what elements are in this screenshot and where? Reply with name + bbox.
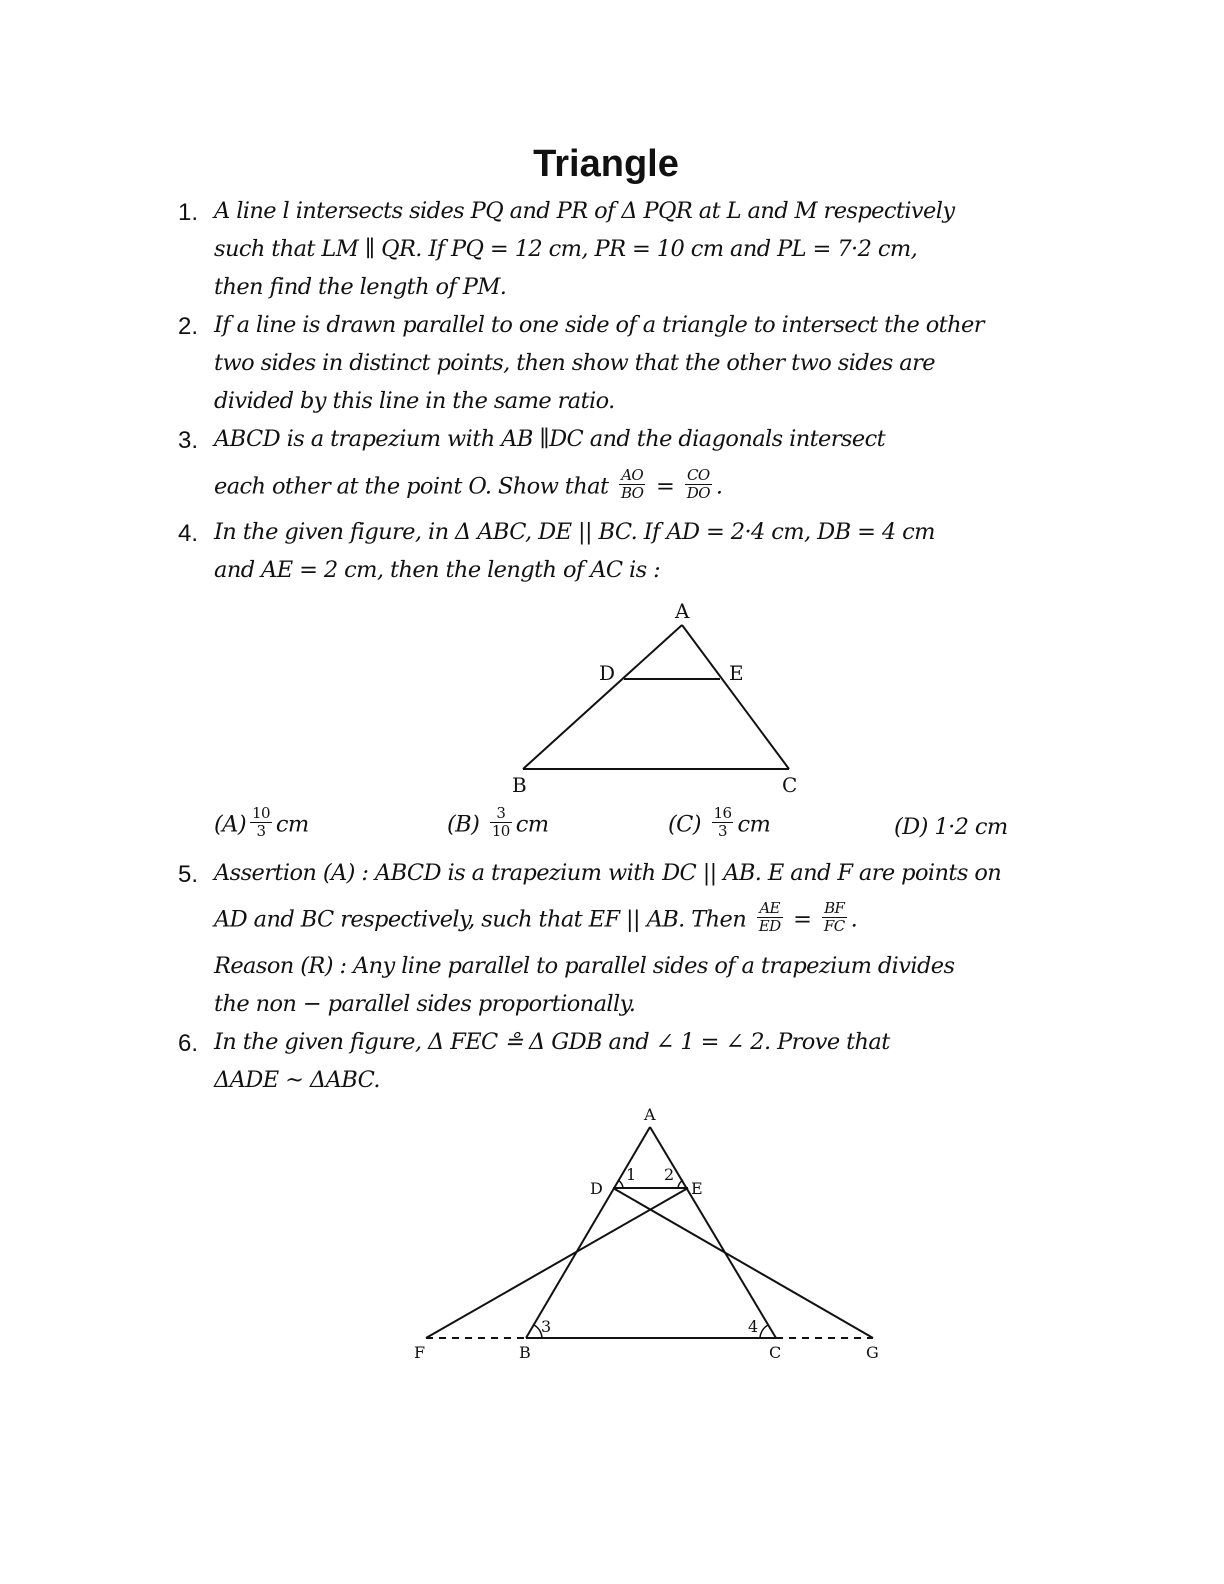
label-e: E	[729, 661, 744, 685]
question-number-6: 6.	[178, 1030, 199, 1057]
page-title: Triangle	[533, 143, 679, 185]
option-b	[447, 804, 549, 843]
fraction-numerator: 16	[713, 804, 732, 822]
fraction-bf-fc	[822, 900, 847, 935]
option-unit: cm	[737, 811, 771, 838]
fraction-numerator: 3	[490, 805, 512, 823]
label-a: A	[675, 599, 690, 623]
option-unit: cm	[515, 811, 549, 838]
question-number-1: 1.	[178, 199, 199, 226]
question-3-line-2	[214, 466, 723, 505]
fraction-ao-bo	[619, 467, 645, 502]
side-ac	[682, 625, 789, 769]
question-2-line-1: If a line is drawn parallel to one side of a triangle to intersect the other	[214, 312, 984, 338]
fraction-numerator: CO	[685, 467, 712, 485]
label-c: C	[769, 1343, 782, 1362]
label-g: G	[866, 1343, 879, 1362]
angle-label-1: 1	[626, 1165, 637, 1184]
label-b: B	[512, 773, 527, 797]
option-value: 1·2 cm	[934, 814, 1008, 840]
option-d	[894, 814, 1008, 840]
question-2-line-2: two sides in distinct points, then show that the other two sides are	[214, 350, 935, 376]
angle-arc-4	[760, 1325, 768, 1338]
question-4-line-1: In the given figure, in Δ ABC, DE || BC. If AD = 2·4 cm, DB = 4 cm	[214, 519, 935, 545]
fraction-denominator: ED	[758, 917, 781, 935]
label-d: D	[590, 1179, 603, 1198]
option-label: (A)	[214, 811, 247, 838]
option-a	[214, 804, 309, 843]
question-5-line-2	[214, 899, 858, 938]
fraction-numerator: AE	[757, 900, 783, 918]
angle-arc-3	[534, 1325, 542, 1338]
option-label: (B)	[447, 811, 480, 838]
period: .	[850, 906, 858, 933]
question-4-line-2: and AE = 2 cm, then the length of AC is :	[214, 557, 661, 583]
equals-sign: =	[793, 906, 812, 933]
fraction-denominator: BO	[620, 484, 644, 502]
fraction-numerator: 10	[252, 804, 270, 822]
question-5-reason-line-2: the non − parallel sides proportionally.	[214, 991, 636, 1017]
fraction-ae-ed	[757, 900, 783, 935]
question-1-line-3: then find the length of PM.	[214, 274, 507, 300]
equals-sign: =	[655, 473, 675, 500]
side-ab	[526, 1127, 650, 1338]
question-number-2: 2.	[178, 313, 199, 340]
label-f: F	[414, 1343, 426, 1362]
question-2-line-3: divided by this line in the same ratio.	[214, 388, 615, 414]
label-c: C	[782, 773, 798, 797]
label-d: D	[599, 661, 616, 685]
segment-dg	[613, 1188, 873, 1338]
question-3-line-2-text: each other at the point O. Show that	[214, 473, 609, 500]
fraction-denominator: DO	[686, 484, 710, 502]
angle-label-2: 2	[664, 1165, 675, 1184]
angle-label-3: 3	[541, 1317, 552, 1336]
angle-label-4: 4	[748, 1317, 759, 1336]
segment-ef	[426, 1188, 688, 1338]
fraction-denominator: FC	[823, 917, 845, 935]
fraction-numerator: AO	[619, 467, 645, 485]
question-1-line-2: such that LM ∥ QR. If PQ = 12 cm, PR = 10 cm and PL = 7·2 cm,	[214, 236, 918, 262]
label-e: E	[691, 1179, 703, 1198]
fraction-denominator: 10	[491, 822, 510, 840]
period: .	[715, 473, 723, 500]
fraction-denominator: 3	[718, 822, 727, 840]
fraction-numerator: BF	[822, 900, 847, 918]
question-6-line-1: In the given figure, Δ FEC ≗ Δ GDB and ∠ 1 = ∠ 2. Prove that	[214, 1029, 890, 1055]
side-ab	[523, 625, 682, 769]
label-a: A	[644, 1105, 656, 1124]
question-3-line-1: ABCD is a trapezium with AB ∥DC and the diagonals intersect	[214, 426, 886, 452]
label-b: B	[519, 1343, 531, 1362]
fraction-denominator: 3	[256, 822, 266, 840]
question-number-4: 4.	[178, 520, 199, 547]
question-6-line-2: ΔADE ~ ΔABC.	[214, 1067, 380, 1093]
option-label: (C)	[668, 811, 701, 838]
question-5-line-1: Assertion (A) : ABCD is a trapezium with DC || AB. E and F are points on	[214, 860, 1002, 886]
option-c	[668, 804, 771, 843]
question-5-reason-line-1: Reason (R) : Any line parallel to parallel sides of a trapezium divides	[214, 953, 955, 979]
option-fraction	[250, 805, 272, 840]
angle-arc-1	[618, 1180, 623, 1188]
option-label: (D)	[894, 814, 928, 840]
angle-arc-2	[678, 1180, 683, 1188]
question-number-3: 3.	[178, 427, 199, 454]
option-fraction	[490, 805, 512, 840]
question-5-line-2-text: AD and BC respectively, such that EF || AB. Then	[214, 906, 747, 933]
question-number-5: 5.	[178, 861, 199, 888]
side-ac	[650, 1127, 776, 1338]
option-fraction	[712, 805, 734, 840]
question-1-line-1: A line l intersects sides PQ and PR of Δ PQR at L and M respectively	[214, 198, 955, 224]
fraction-co-do	[685, 467, 712, 502]
option-unit: cm	[275, 811, 309, 838]
